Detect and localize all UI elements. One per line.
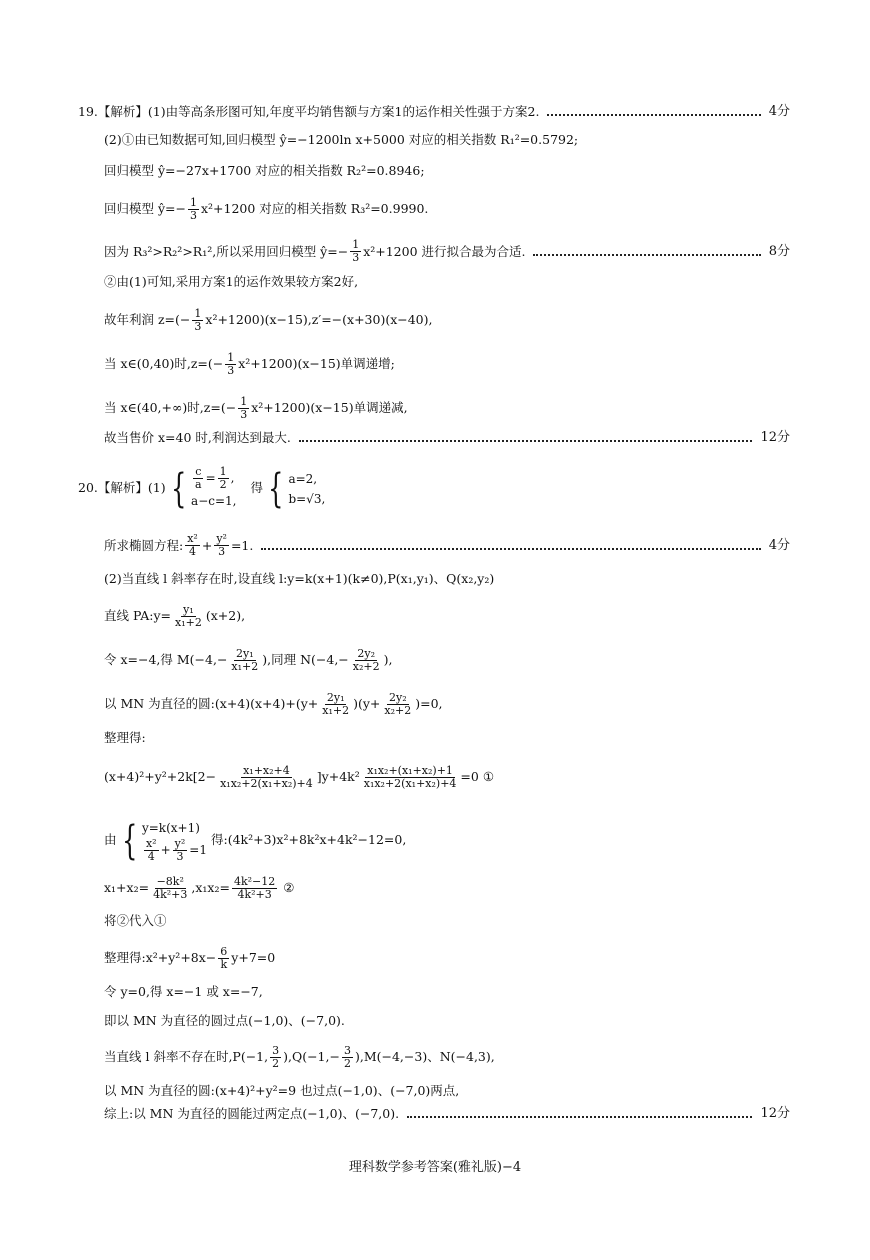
q19-line-8: 当 x∈(0,40)时,z=(− $\frac{1}{3}$ x²+1200)(x−15)单调递增; [104,351,395,377]
q19-line-4: 回归模型 ŷ=− $\frac{1}{3}$ x²+1200 对应的相关指数 R₃²=0.9990. [104,196,429,222]
q19-line-1: 19.【解析】(1)由等高条形图可知,年度平均销售额与方案1的运作相关性强于方案2. 4分 [78,104,790,119]
q20-line-16: 以 MN 为直径的圆:(x+4)²+y²=9 也过点(−1,0)、(−7,0)两点, [104,1083,460,1098]
q20-line-9: 由 { y=k(x+1) $\frac{\text{x²}}{4}$ + $\frac{\text{y²}}{3}$ =1 得:(4k²+3)x²+8k²x+4k²−12=0, [104,817,407,864]
q20-line-4: 直线 PA:y= $\frac{\text{y₁}}{\text{x₁+2}}$ (x+2), [104,603,246,629]
q20-line-3: (2)当直线 l 斜率存在时,设直线 l:y=k(x+1)(k≠0),P(x₁,y₁)、Q(x₂,y₂) [104,571,495,586]
q20-line-12: 整理得:x²+y²+8x− $\frac{6}{k}$ y+7=0 [104,945,276,971]
q20-line-6: 以 MN 为直径的圆:(x+4)(x+4)+(y+ $\frac{\text{2y₁}}{\text{x₁+2}}$ )(y+ $\frac{\text{2y₂}}{\text{x₂+2}}$ )=0, [104,691,443,717]
q19-line-6: ②由(1)可知,采用方案1的运作效果较方案2好, [104,274,359,289]
q20-line-13: 令 y=0,得 x=−1 或 x=−7, [104,984,263,999]
q20-line-17: 综上:以 MN 为直径的圆能过两定点(−1,0)、(−7,0). 12分 [104,1106,790,1121]
q19-line-5: 因为 R₃²>R₂²>R₁²,所以采用回归模型 ŷ=− $\frac{1}{3}$ x²+1200 进行拟合最为合适. 8分 [104,238,790,264]
q19-line-10: 故当售价 x=40 时,利润达到最大. 12分 [104,430,790,445]
q20-line-8: (x+4)²+y²+2k[2− $\frac{\text{x₁+x₂+4}}{\text{x₁x₂+2(x₁+x₂)+4}}$ ]y+4k² $\frac{\text{x₁x₂+(x₁+x₂)+1}}{\text{x₁x₂+2(x₁+x₂)+4}}$ =0 ① [104,764,495,790]
q19-line-9: 当 x∈(40,+∞)时,z=(− $\frac{1}{3}$ x²+1200)(x−15)单调递减, [104,395,408,421]
q19-line-7: 故年利润 z=(− $\frac{1}{3}$ x²+1200)(x−15),z′=−(x+30)(x−40), [104,307,433,333]
q20-line-1: 20.【解析】(1) { $\frac{c}{a}$ = $\frac{1}{2}$ , a−c=1, 得 { a=2, b=√3, [78,465,326,512]
q20-line-2: 所求椭圆方程: $\frac{\text{x²}}{4}$ + $\frac{\text{y²}}{3}$ =1. 4分 [104,532,790,558]
q19-line-3: 回归模型 ŷ=−27x+1700 对应的相关指数 R₂²=0.8946; [104,163,425,178]
q20-line-11: 将②代入① [104,913,167,928]
q20-line-14: 即以 MN 为直径的圆过点(−1,0)、(−7,0). [104,1013,345,1028]
q20-line-15: 当直线 l 斜率不存在时,P(−1, $\frac{3}{2}$ ),Q(−1,− $\frac{3}{2}$ ),M(−4,−3)、N(−4,3), [104,1044,495,1070]
q20-line-10: x₁+x₂= $\frac{\text{−8k²}}{\text{4k²+3}}$ ,x₁x₂= $\frac{\text{4k²−12}}{\text{4k²+3}}$ ② [104,875,295,901]
page-footer: 理科数学参考答案(雅礼版)−4 [348,1160,522,1175]
q20-line-5: 令 x=−4,得 M(−4,− $\frac{\text{2y₁}}{\text{x₁+2}}$ ),同理 N(−4,− $\frac{\text{2y₂}}{\text{x₂+2}}$ ), [104,647,393,673]
q20-line-7: 整理得: [104,730,146,745]
q19-line-2: (2)①由已知数据可知,回归模型 ŷ=−1200ln x+5000 对应的相关指数 R₁²=0.5792; [104,132,579,147]
